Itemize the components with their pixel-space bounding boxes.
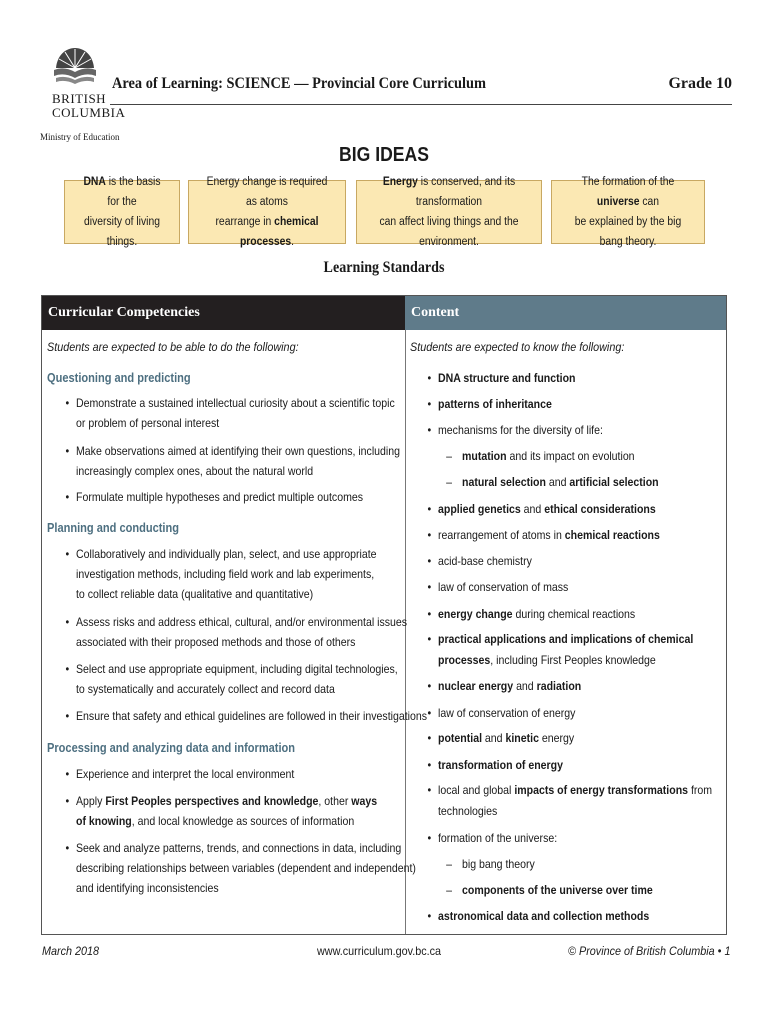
content-item: • potential and kinetic energy: [427, 731, 575, 745]
list-item-cont: or problem of personal interest: [76, 416, 220, 430]
list-item-cont: increasingly complex ones, about the natural world: [76, 464, 314, 478]
column-header-content: Content: [405, 296, 726, 330]
logo-british: BRITISH: [52, 91, 107, 106]
content-item: • law of conservation of energy: [427, 706, 576, 720]
footer-date: March 2018: [42, 944, 100, 958]
list-item: • Ensure that safety and ethical guidelines are followed in their investigations: [65, 709, 428, 723]
area-title: Area of Learning: SCIENCE — Provincial Core Curriculum: [112, 75, 486, 92]
big-ideas-heading: BIG IDEAS: [339, 144, 429, 166]
content-item: • rearrangement of atoms in chemical reactions: [427, 528, 660, 542]
footer-copyright: © Province of British Columbia • 1: [567, 944, 730, 958]
list-item-cont: associated with their proposed methods and those of others: [76, 635, 356, 649]
list-item-cont: describing relationships between variables (dependent and independent): [76, 861, 416, 875]
content-item: • acid-base chemistry: [427, 554, 532, 568]
column-divider: [405, 330, 406, 934]
content-item: • nuclear energy and radiation: [427, 679, 582, 693]
bc-logo: [38, 44, 126, 144]
list-item: • Assess risks and address ethical, cultural, and/or environmental issues: [65, 615, 408, 629]
big-idea-card-universe: The formation of the universe can be explained by the big bang theory.: [551, 180, 705, 244]
content-item: • applied genetics and ethical considerations: [427, 502, 656, 516]
big-idea-card-dna: DNA is the basis for the diversity of living things.: [64, 180, 180, 244]
learning-standards-table: [41, 295, 727, 935]
content-item: • law of conservation of mass: [427, 580, 569, 594]
list-item-cont: investigation methods, including field work and lab experiments,: [76, 567, 375, 581]
list-item-cont: and identifying inconsistencies: [76, 881, 219, 895]
content-subitem: – big bang theory: [446, 857, 535, 871]
list-item: • Collaboratively and individually plan, select, and use appropriate: [65, 547, 377, 561]
content-item: • practical applications and implications of chemical: [427, 632, 694, 646]
big-idea-card-energy-change: Energy change is required as atoms rearrange in chemical processes.: [188, 180, 346, 244]
list-item-cont: of knowing, and local knowledge as sources of information: [76, 814, 355, 828]
content-item: • mechanisms for the diversity of life:: [427, 423, 603, 437]
section-processing: Processing and analyzing data and information: [47, 740, 296, 755]
list-item: • Demonstrate a sustained intellectual curiosity about a scientific topic: [65, 396, 395, 410]
competencies-intro: Students are expected to be able to do the following:: [47, 340, 299, 354]
content-intro: Students are expected to know the following:: [410, 340, 625, 354]
list-item-cont: to collect reliable data (qualitative and quantitative): [76, 587, 314, 601]
content-item-cont: processes, including First Peoples knowledge: [438, 653, 656, 667]
list-item: • Apply First Peoples perspectives and knowledge, other ways: [65, 794, 378, 808]
content-item: • formation of the universe:: [427, 831, 558, 845]
list-item: • Seek and analyze patterns, trends, and connections in data, including: [65, 841, 402, 855]
list-item: • Select and use appropriate equipment, including digital technologies,: [65, 662, 398, 676]
content-item: • DNA structure and function: [427, 371, 576, 385]
section-questioning: Questioning and predicting: [47, 370, 191, 385]
content-subitem: – components of the universe over time: [446, 883, 653, 897]
learning-standards-heading: Learning Standards: [323, 259, 445, 276]
header-rule: [110, 104, 732, 105]
list-item: • Formulate multiple hypotheses and predict multiple outcomes: [65, 490, 364, 504]
logo-columbia: COLUMBIA: [52, 105, 126, 120]
content-item: • energy change during chemical reactions: [427, 607, 636, 621]
content-item: • patterns of inheritance: [427, 397, 552, 411]
sunburst-icon: [50, 44, 100, 92]
column-header-competencies: Curricular Competencies: [42, 296, 405, 330]
logo-ministry: Ministry of Education: [40, 132, 120, 142]
content-subitem: – mutation and its impact on evolution: [446, 449, 635, 463]
footer-url-link[interactable]: www.curriculum.gov.bc.ca: [316, 944, 442, 958]
big-idea-card-energy-conserved: Energy is conserved, and its transformation can affect living things and the environment.: [356, 180, 542, 244]
content-item: • transformation of energy: [427, 758, 563, 772]
list-item: • Experience and interpret the local environment: [65, 767, 295, 781]
content-item: • astronomical data and collection methods: [427, 909, 650, 923]
list-item-cont: to systematically and accurately collect and record data: [76, 682, 335, 696]
list-item: • Make observations aimed at identifying their own questions, including: [65, 444, 401, 458]
content-item: • local and global impacts of energy transformations from: [427, 783, 713, 797]
section-planning: Planning and conducting: [47, 520, 179, 535]
content-item-cont: technologies: [438, 804, 498, 818]
content-subitem: – natural selection and artificial selection: [446, 475, 659, 489]
grade-label: Grade 10: [668, 75, 732, 92]
